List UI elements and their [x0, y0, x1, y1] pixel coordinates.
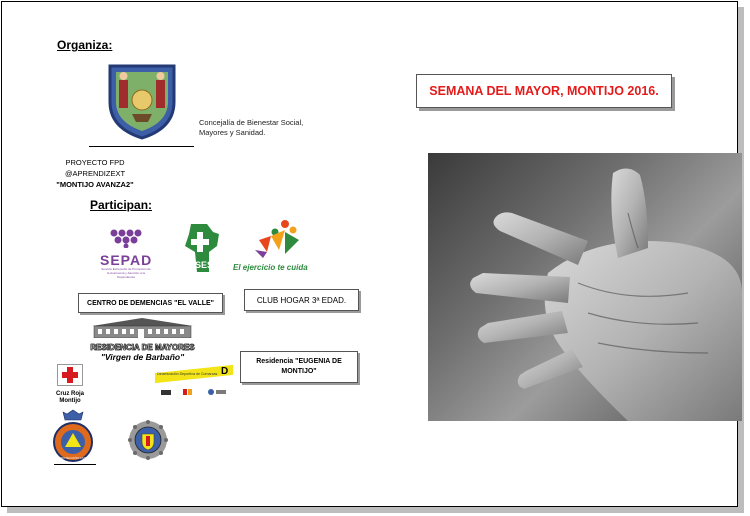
- proyecto-line3: "MONTIJO AVANZA2": [56, 180, 134, 189]
- coat-underline: [89, 146, 194, 147]
- montijo-coat-of-arms: [102, 62, 182, 145]
- centro-demencias-box: CENTRO DE DEMENCIAS "EL VALLE": [78, 293, 223, 313]
- deportes-logo: [155, 367, 233, 402]
- organiza-heading: Organiza:: [57, 38, 113, 52]
- residencia-building-icon: [90, 316, 195, 338]
- proyecto-line2: @APRENDIZEXT: [64, 169, 126, 178]
- proteccion-civil-ring-text: PROTECCIÓN CIVIL: [58, 456, 88, 460]
- cruz-roja-logo: [54, 364, 86, 405]
- residencia-mayores-line2: "Virgen de Barbaño": [100, 352, 185, 362]
- residencia-eugenia-line1: Residencia "EUGENIA DE: [256, 358, 342, 365]
- ses-logo: [183, 222, 221, 279]
- sepad-name: SEPAD: [100, 252, 153, 268]
- concejalia-line2: Mayores y Sanidad.: [199, 128, 266, 137]
- policia-local-badge-icon: [128, 420, 168, 465]
- event-title-box: [416, 74, 672, 108]
- sepad-dots: [100, 228, 152, 248]
- club-hogar-box: CLUB HOGAR 3ª EDAD.: [244, 289, 359, 311]
- deportes-sponsors-icon: [161, 387, 233, 399]
- cruz-roja-line2: Montijo: [59, 398, 81, 404]
- ejercicio-logo: [233, 218, 318, 272]
- residencia-mayores-logo: [90, 316, 195, 362]
- event-title: SEMANA DEL MAYOR, MONTIJO 2016.: [429, 84, 659, 98]
- proteccion-underline: [54, 464, 96, 465]
- concejalia-text: [199, 118, 303, 138]
- proyecto-line1: PROYECTO FPD: [65, 158, 125, 167]
- deportes-badge: D: [221, 366, 229, 377]
- residencia-mayores-line1: RESIDENCIA DE MAYORES: [90, 343, 195, 352]
- red-cross-icon: [57, 364, 83, 386]
- sepad-logo: [100, 228, 152, 279]
- cruz-roja-line1: Cruz Roja: [55, 391, 84, 397]
- concejalia-line1: Concejalía de Bienestar Social,: [199, 118, 304, 127]
- elderly-hand-photo: [428, 153, 742, 421]
- participan-heading: Participan:: [90, 198, 153, 212]
- residencia-eugenia-line2: MONTIJO": [281, 368, 317, 375]
- proteccion-civil-logo: [53, 408, 93, 471]
- ses-name: SES: [195, 260, 214, 270]
- proyecto-block: [50, 157, 140, 190]
- ejercicio-figures-icon: [245, 218, 305, 260]
- ejercicio-tagline: El ejercicio te cuida: [233, 263, 308, 272]
- deportes-text: Dinamización Deportiva de Comarcas: [157, 372, 218, 376]
- residencia-eugenia-box: [240, 351, 358, 383]
- sepad-subtitle: Servicio Extremeño de Promoción de la Autonomía y Atención a la Dependencia: [101, 267, 151, 279]
